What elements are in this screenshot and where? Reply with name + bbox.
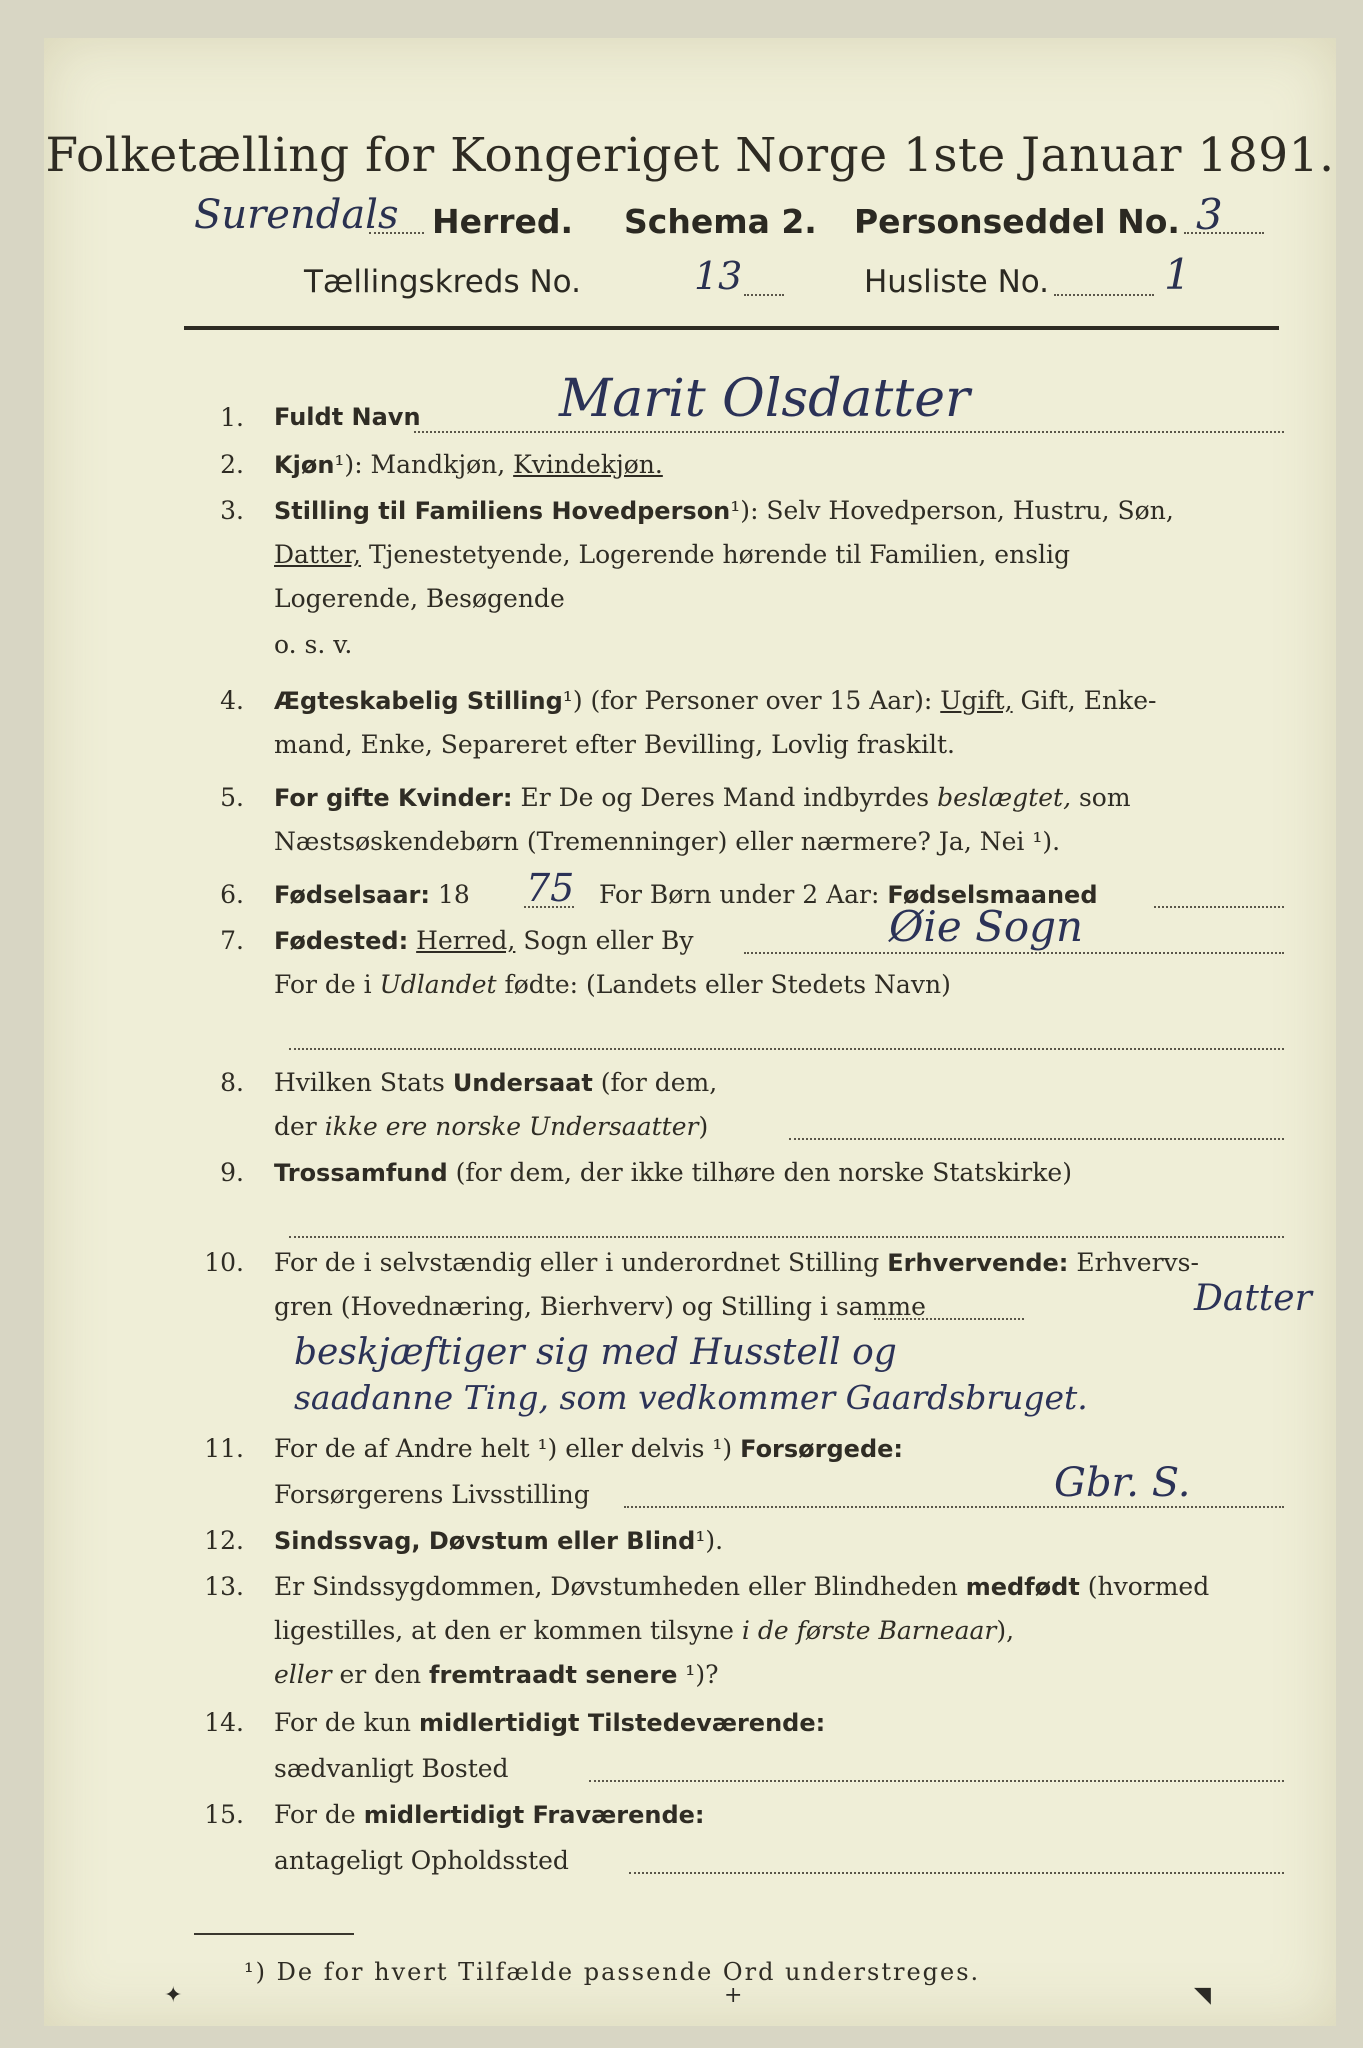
item-7-handwritten-birthplace: Øie Sogn: [889, 902, 1084, 951]
husliste-handwritten: 1: [1164, 250, 1191, 299]
husliste-label: Husliste No.: [864, 264, 1050, 300]
item-10-handwritten-occupation-3: saadanne Ting, som vedkommer Gaardsbruget.: [294, 1378, 1088, 1417]
corner-mark-right: ◥: [1194, 1983, 1211, 2008]
census-form-sheet: Folketælling for Kongeriget Norge 1ste Januar 1891. Surendals Herred. Schema 2. Personseddel No. 3 Tællingskreds No. 13 Husliste No. 1 1. Fuldt Navn Marit Olsdatter 2. Kjøn¹): Mandkjøn, Kvindekjøn. 3. Stilling til Familiens Hovedperson¹): Selv Hovedperson, Hustru, Søn, Datter, Tjenestetyende, Logerende hørende til Familien, enslig Logerende, Besøgende o. s. v. 4. Ægteskabelig Stilling¹) (for Personer over 15 Aar): Ugift, Gift, Enke- mand, Enke, Separeret efter Bevilling, Lovlig fraskilt. 5. For gifte Kvinder: Er De og Deres Mand indbyrdes beslægtet, som Næstsøskendebørn (Tremenninger) eller nærmere? Ja, Nei ¹). 6. Fødselsaar: 18 75 For Børn under 2 Aar: Fødselsmaaned 7. Fødested: Herred, Sogn eller By Øie Sogn For de i Udlandet fødte: (Landets eller Stedets Navn) 8. Hvilken Stats Undersaat (for dem, der ikke ere norske Undersaatter) 9. Trossamfund (for dem, der ikke tilhøre den norske Statskirke) 10. For de i selvstændig eller i underordnet Stilling Erhvervende: Erhvervs- gren (Hovednæring, Bierhverv) og Stilling i samme Datter beskjæftiger sig med Husstell og saadanne Ting, som vedkommer Gaardsbruget. 11. For de af Andre helt ¹) eller delvis ¹) Forsørgede: Forsørgerens Livsstilling Gbr. S. 12. Sindssvag, Døvstum eller Blind¹). 13. Er Sindssygdommen, Døvstumheden eller Blindheden medfødt (hvormed ligestilles, at den er kommen tilsyne i de første Barneaar), eller er den fremtraadt senere ¹)? 14. For de kun midlertidigt Tilstedeværende: sædvanligt Bosted 15. For de midlertidigt Fraværende: antageligt Opholdssted ¹) De for hvert Tilfælde passende Ord understreges. ✦ + ◥: [44, 38, 1336, 2026]
personseddel-label: Personseddel No.: [854, 202, 1180, 241]
herred-handwritten: Surendals: [194, 192, 399, 238]
item-1-handwritten-name: Marit Olsdatter: [559, 369, 970, 429]
schema-label: Schema 2.: [624, 202, 817, 241]
personseddel-handwritten: 3: [1196, 190, 1223, 239]
item-11-handwritten-provider: Gbr. S.: [1054, 1460, 1191, 1506]
item-2-underlined-answer: Kvindekjøn.: [513, 450, 663, 479]
item-4-underlined-answer: Ugift,: [940, 686, 1013, 715]
header-rule: [184, 326, 1279, 330]
kreds-handwritten: 13: [694, 254, 743, 298]
center-mark: +: [724, 1983, 743, 2008]
kreds-label: Tællingskreds No.: [304, 264, 581, 300]
item-6-handwritten-year: 75: [526, 866, 575, 910]
item-1-label: Fuldt Navn: [274, 403, 421, 431]
item-10-handwritten-occupation-2: beskjæftiger sig med Husstell og: [294, 1332, 897, 1373]
footnote-rule: [194, 1933, 354, 1935]
item-3-underlined-answer: Datter,: [274, 540, 361, 569]
herred-label: Herred.: [432, 202, 574, 241]
form-title: Folketælling for Kongeriget Norge 1ste Januar 1891.: [45, 128, 1335, 183]
item-10-handwritten-occupation-1: Datter: [1194, 1278, 1312, 1319]
corner-mark-left: ✦: [164, 1983, 183, 2008]
footnote: ¹) De for hvert Tilfælde passende Ord understreges.: [244, 1958, 981, 1986]
